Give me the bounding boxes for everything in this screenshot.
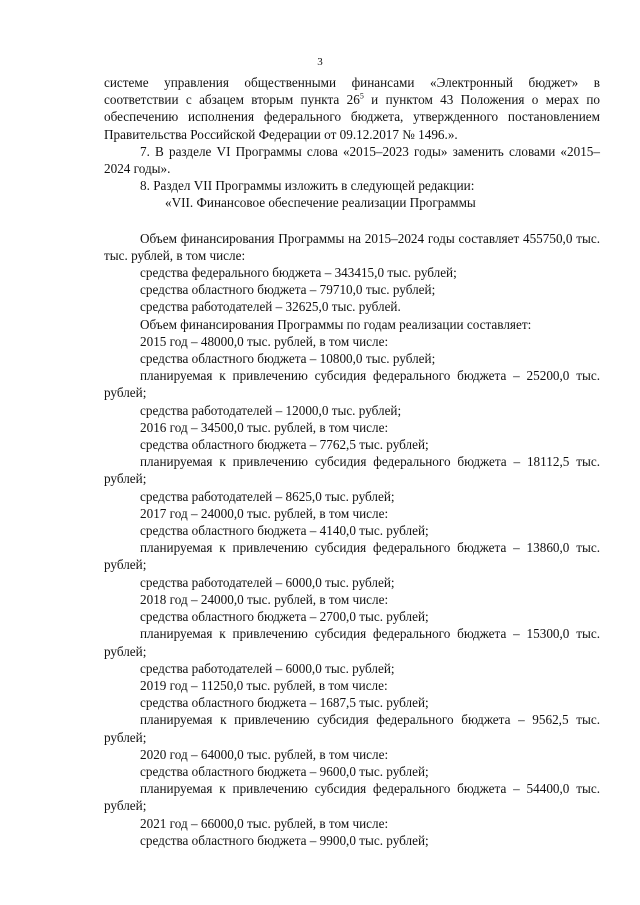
paragraph-text: планируемая к привлечению субсидия федерального бюджета – 18112,5 тыс. рублей; (104, 454, 600, 487)
paragraph (104, 660, 600, 677)
paragraph-text: средства областного бюджета – 10800,0 тыс. рублей; (140, 351, 436, 367)
paragraph-text: 2020 год – 64000,0 тыс. рублей, в том числе: (140, 746, 389, 762)
paragraph (104, 436, 600, 453)
paragraph (104, 350, 600, 367)
paragraph (104, 832, 600, 849)
paragraph (104, 625, 600, 659)
paragraph (104, 746, 600, 763)
paragraph (104, 177, 600, 194)
paragraph (104, 608, 600, 625)
paragraph-text: 2016 год – 34500,0 тыс. рублей, в том числе: (140, 419, 389, 435)
paragraph (104, 419, 600, 436)
paragraph-text: 2019 год – 11250,0 тыс. рублей, в том числе: (140, 677, 388, 693)
paragraph-text: средства работодателей – 32625,0 тыс. рублей. (140, 299, 401, 315)
section-heading (104, 194, 600, 211)
paragraph (104, 230, 600, 264)
paragraph (104, 763, 600, 780)
paragraph-text: планируемая к привлечению субсидия федерального бюджета – 15300,0 тыс. рублей; (104, 626, 600, 659)
paragraph (104, 402, 600, 419)
paragraph-text: планируемая к привлечению субсидия федерального бюджета – 13860,0 тыс. рублей; (104, 540, 600, 573)
paragraph (104, 453, 600, 487)
paragraph-text: 7. В разделе VI Программы слова «2015–2023 годы» заменить словами «2015–2024 годы». (104, 143, 600, 177)
paragraph (104, 780, 600, 814)
paragraph (104, 298, 600, 315)
paragraph (104, 74, 600, 143)
paragraph-text: 2021 год – 66000,0 тыс. рублей, в том числе: (140, 815, 389, 831)
paragraph (104, 694, 600, 711)
paragraph-text: средства областного бюджета – 79710,0 тыс. рублей; (140, 282, 436, 298)
paragraph-text: 2015 год – 48000,0 тыс. рублей, в том числе: (140, 333, 389, 349)
paragraph-text: средства федерального бюджета – 343415,0 тыс. рублей; (140, 265, 457, 281)
paragraph-text: 2018 год – 24000,0 тыс. рублей, в том числе: (140, 591, 389, 607)
paragraph-text: средства работодателей – 12000,0 тыс. рублей; (140, 402, 402, 418)
page-number: 3 (317, 56, 323, 68)
paragraph-text: средства областного бюджета – 2700,0 тыс. рублей; (140, 609, 429, 625)
paragraph (104, 488, 600, 505)
paragraph-text: средства областного бюджета – 9600,0 тыс. рублей; (140, 763, 429, 779)
paragraph-text: средства областного бюджета – 1687,5 тыс. рублей; (140, 695, 429, 711)
paragraph (104, 591, 600, 608)
paragraph-text: средства областного бюджета – 7762,5 тыс. рублей; (140, 437, 429, 453)
paragraph (104, 522, 600, 539)
paragraph (104, 281, 600, 298)
paragraph (104, 574, 600, 591)
paragraph-text: 8. Раздел VII Программы изложить в следующей редакции: (140, 178, 475, 194)
paragraph-text: планируемая к привлечению субсидия федерального бюджета – 25200,0 тыс. рублей; (104, 368, 600, 401)
paragraph-gap (104, 212, 600, 230)
paragraph (104, 264, 600, 281)
paragraph-text: средства областного бюджета – 4140,0 тыс. рублей; (140, 523, 429, 539)
paragraph-text: Объем финансирования Программы по годам реализации составляет: (140, 316, 532, 332)
paragraph-text: Объем финансирования Программы на 2015–2024 годы составляет 455750,0 тыс. тыс. рублей, в том числе: (104, 230, 600, 263)
paragraph-text: системе управления общественными финансами «Электронный бюджет» в соответствии с абзацем вторым пункта 26 (104, 75, 600, 108)
paragraph-text: 2017 год – 24000,0 тыс. рублей, в том числе: (140, 505, 389, 521)
paragraph (104, 333, 600, 350)
paragraph (104, 539, 600, 573)
paragraph-text: планируемая к привлечению субсидия федерального бюджета – 54400,0 тыс. рублей; (104, 781, 600, 814)
superscript: 5 (359, 91, 364, 101)
paragraph (104, 505, 600, 522)
paragraph (104, 677, 600, 694)
paragraph-text: средства работодателей – 8625,0 тыс. рублей; (140, 488, 395, 504)
paragraph (104, 367, 600, 401)
paragraph-text: средства работодателей – 6000,0 тыс. рублей; (140, 660, 395, 676)
paragraph (104, 316, 600, 333)
document-body (104, 74, 600, 849)
paragraph-text: «VII. Финансовое обеспечение реализации Программы (165, 195, 476, 211)
paragraph-text-continued: и пунктом 43 Положения о мерах по обеспечению исполнения федерального бюджета, утвержденного постановлением Правительства Российской Федерации от 09.12.2017 № 1496.». (104, 92, 600, 142)
paragraph (104, 143, 600, 177)
paragraph (104, 815, 600, 832)
paragraph-text: средства работодателей – 6000,0 тыс. рублей; (140, 574, 395, 590)
paragraph-text: планируемая к привлечению субсидия федерального бюджета – 9562,5 тыс. рублей; (104, 712, 600, 745)
paragraph-text: средства областного бюджета – 9900,0 тыс. рублей; (140, 832, 429, 848)
paragraph (104, 711, 600, 745)
